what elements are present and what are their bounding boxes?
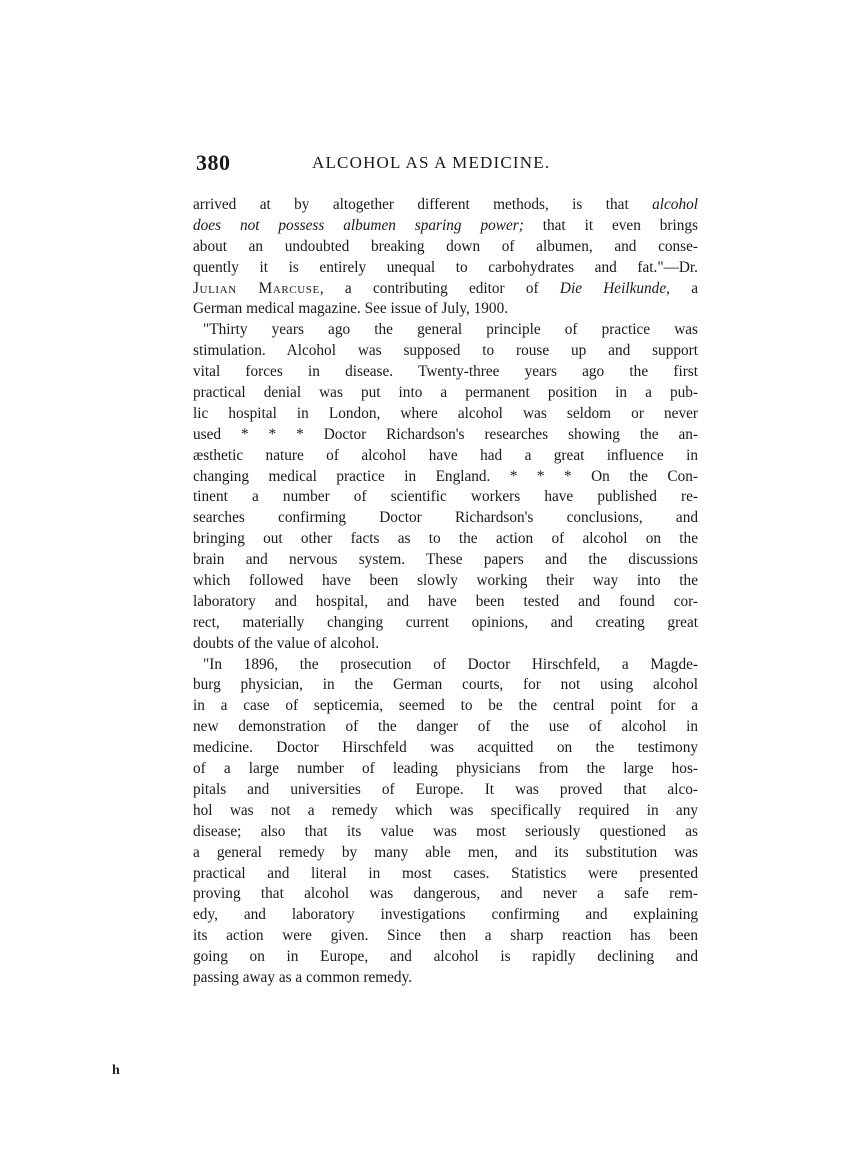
text-line: hol was not a remedy which was specifically required in any [193,801,698,819]
text-line: tinent a number of scientific workers have published re- [193,488,698,506]
page-header [196,150,701,180]
text-line: proving that alcohol was dangerous, and never a safe rem- [193,885,698,903]
text-line: lic hospital in London, where alcohol was seldom or never [193,404,698,422]
text-line: changing medical practice in England. * * * On the Con- [193,467,698,485]
text-line: stimulation. Alcohol was supposed to rouse up and support [193,342,698,360]
text-line: which followed have been slowly working their way into the [193,572,698,590]
text-line: practical denial was put into a permanent position in a pub- [193,384,698,402]
text-line: arrived at by altogether different methods, is that alcohol [193,196,698,213]
text-line: doubts of the value of alcohol. [193,634,380,652]
text-line: disease; also that its value was most seriously questioned as [193,822,698,840]
text-line: German medical magazine. See issue of July, 1900. [193,300,509,318]
text-line: pitals and universities of Europe. It was proved that alco- [193,780,698,798]
body-text [193,195,698,989]
text-line: passing away as a common remedy. [193,968,413,986]
footer-mark: h [112,1063,120,1078]
text-line: of a large number of leading physicians from the large hos- [193,760,698,778]
text-line: brain and nervous system. These papers and the discussions [193,551,698,569]
text-line: new demonstration of the danger of the use of alcohol in [193,718,698,736]
text-line: searches confirming Doctor Richardson's conclusions, and [193,509,698,527]
text-line: æsthetic nature of alcohol have had a great influence in [193,446,698,464]
text-line: in a case of septicemia, seemed to be the central point for a [193,697,698,715]
text-line: laboratory and hospital, and have been tested and found cor- [193,592,698,610]
text-line: used * * * Doctor Richardson's researches showing the an- [193,425,698,443]
text-line: "In 1896, the prosecution of Doctor Hirschfeld, a Magde- [203,655,698,673]
text-line: does not possess albumen sparing power; that it even brings [193,216,698,234]
text-line: "Thirty years ago the general principle of practice was [203,321,698,339]
text-line: rect, materially changing current opinions, and creating great [193,613,698,631]
text-line: about an undoubted breaking down of albumen, and conse- [193,237,698,255]
text-line: vital forces in disease. Twenty-three years ago the first [193,363,698,381]
text-line: a general remedy by many able men, and its substitution was [193,843,698,861]
text-line: its action were given. Since then a sharp reaction has been [193,927,698,945]
text-line: burg physician, in the German courts, for not using alcohol [193,676,698,694]
text-line: going on in Europe, and alcohol is rapidly declining and [193,948,698,966]
text-line: quently it is entirely unequal to carbohydrates and fat."—Dr. [193,258,698,276]
text-line: practical and literal in most cases. Statistics were presented [193,864,698,882]
text-line: Julian Marcuse, a contributing editor of Die Heilkunde, a [193,279,698,297]
running-title: ALCOHOL AS A MEDICINE. [312,153,551,172]
text-line: bringing out other facts as to the action of alcohol on the [193,530,698,548]
page-number: 380 [196,150,231,175]
text-line: edy, and laboratory investigations confirming and explaining [193,906,698,924]
text-line: medicine. Doctor Hirschfeld was acquitted on the testimony [193,739,698,757]
